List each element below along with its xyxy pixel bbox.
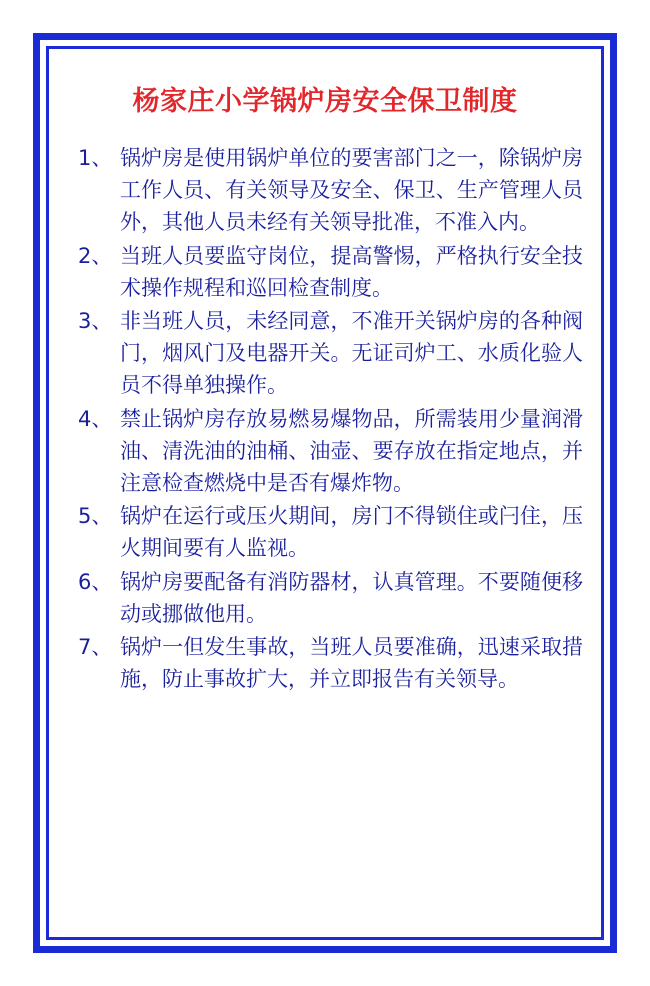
rule-number: 6、 <box>78 569 113 594</box>
rule-number: 4、 <box>78 406 113 431</box>
page-title: 杨家庄小学锅炉房安全保卫制度 <box>132 86 518 117</box>
rule-item-1 <box>78 142 583 239</box>
rule-number: 2、 <box>78 243 113 268</box>
rule-text: 锅炉一但发生事故，当班人员要准确，迅速采取措施，防止事故扩大，并立即报告有关领导。 <box>120 635 583 692</box>
rule-text: 当班人员要监守岗位，提高警惕，严格执行安全技术操作规程和巡回检查制度。 <box>120 243 583 300</box>
rule-text: 禁止锅炉房存放易燃易爆物品，所需装用少量润滑油、清洗油的油桶、油壶、要存放在指定地点，并注意检查燃烧中是否有爆炸物。 <box>120 406 583 496</box>
rule-text: 非当班人员，未经同意，不准开关锅炉房的各种阀门，烟风门及电器开关。无证司炉工、水质化验人员不得单独操作。 <box>120 309 583 398</box>
rule-item-5 <box>78 500 583 564</box>
rule-item-3 <box>78 305 583 402</box>
rule-text: 锅炉在运行或压火期间，房门不得锁住或闩住，压火期间要有人监视。 <box>120 504 583 561</box>
rule-number: 3、 <box>78 309 113 334</box>
rule-text: 锅炉房是使用锅炉单位的要害部门之一，除锅炉房工作人员、有关领导及安全、保卫、生产管理人员外，其他人员未经有关领导批准，不准入内。 <box>120 146 583 235</box>
rule-item-7 <box>78 631 583 695</box>
rule-item-4 <box>78 403 583 500</box>
rule-item-6 <box>78 566 583 630</box>
rule-item-2 <box>78 240 583 304</box>
rule-number: 5、 <box>78 504 113 529</box>
rule-number: 7、 <box>78 635 113 660</box>
rules-list <box>78 142 583 696</box>
rule-number: 1、 <box>78 146 113 170</box>
rule-text: 锅炉房要配备有消防器材，认真管理。不要随便移动或挪做他用。 <box>120 569 583 626</box>
